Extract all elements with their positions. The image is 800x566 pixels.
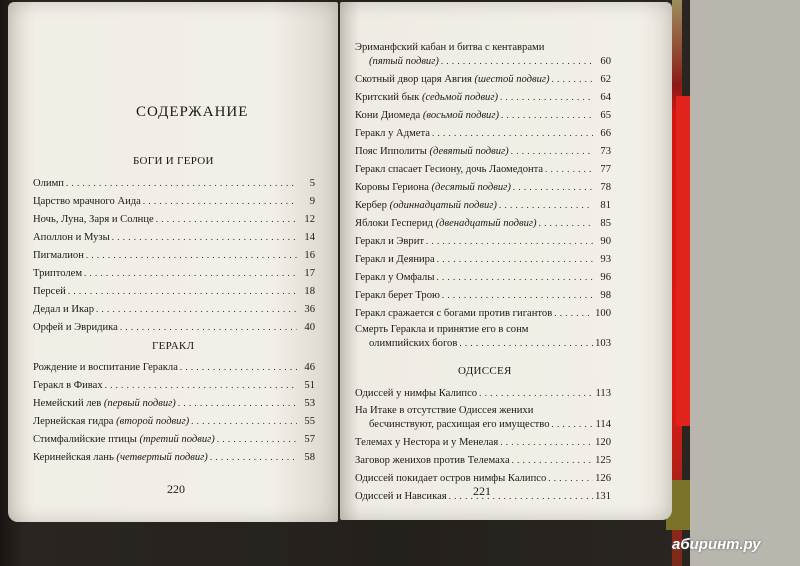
toc-entry [355,200,611,211]
entry-note: (второй подвиг) [116,416,190,427]
toc-entry [355,110,611,121]
toc-entry [355,218,611,229]
entry-title: Кони Диомеда [355,110,423,121]
toc-entry [33,286,315,297]
entry-note: (десятый подвиг) [431,182,511,193]
entry-page: 55 [304,416,315,427]
entry-title: Заговор женихов против Телемаха [355,455,510,466]
entry-title: Одиссей у нимфы Калипсо [355,388,478,399]
toc-entry [33,380,315,391]
entry-note: (четвертый подвиг) [116,452,208,463]
toc-entry [33,322,315,333]
entry-title: Геракл у Омфалы [355,272,435,283]
entry-note: (третий подвиг) [139,434,215,445]
entry-title: Одиссей покидает остров нимфы Калипсо [355,473,547,484]
entry-note: (шестой подвиг) [474,74,550,85]
entry-title: Скотный двор царя Авгия [355,74,475,85]
entry-title: Пояс Ипполиты [355,146,430,157]
entry-title-line1: Смерть Геракла и принятие его в сонм [355,324,529,335]
toc-entry [355,419,611,430]
toc-entry [33,232,315,243]
entry-title: Лернейская гидра [33,416,117,427]
entry-title: Геракл и Деянира [355,254,435,265]
toc-entry [33,434,315,445]
entry-title: Рождение и воспитание Геракла [33,362,178,373]
entry-note: (восьмой подвиг) [422,110,500,121]
entry-note: (двенадцатый подвиг) [435,218,537,229]
toc-entry [33,178,315,189]
toc-entry [33,304,315,315]
entry-title: Геракл сражается с богами против гигантов [355,308,553,319]
entry-page: 46 [304,362,315,373]
toc-entry [355,74,611,85]
toc-entry [355,164,611,175]
entry-title: Одиссей и Навсикая [355,491,447,502]
toc-entry [33,452,315,463]
entry-title: Аполлон и Музы [33,232,110,243]
entry-title-line1: Эриманфский кабан и битва с кентаврами [355,42,545,53]
entry-page: 96 [600,272,611,283]
entry-title: Телемах у Нестора и у Менелая [355,437,499,448]
entry-title: Кербер [355,200,390,211]
toc-entry [33,250,315,261]
entry-page: 113 [595,388,611,399]
entry-page: 77 [600,164,611,175]
section-heading-heracles: ГЕРАКЛ [152,340,195,352]
entry-page: 81 [600,200,611,211]
entry-title: Триптолем [33,268,83,279]
toc-entry [355,128,611,139]
toc-entry [355,308,611,319]
entry-page: 12 [304,214,315,225]
entry-page: 17 [304,268,315,279]
entry-page: 5 [309,178,315,189]
entry-title: Геракл у Адмета [355,128,430,139]
entry-page: 73 [600,146,611,157]
entry-page: 85 [600,218,611,229]
entry-page: 66 [600,128,611,139]
entry-page: 62 [600,74,611,85]
entry-title: Геракл берет Трою [355,290,440,301]
toc-entry [355,146,611,157]
entry-page: 131 [595,491,611,502]
entry-title: Царство мрачного Аида [33,196,141,207]
toc-entry [33,196,315,207]
toc-entry [355,290,611,301]
toc-entry [355,437,611,448]
toc-entry [355,338,611,349]
entry-page: 125 [595,455,611,466]
entry-title: Ночь, Луна, Заря и Солнце [33,214,154,225]
entry-page: 58 [304,452,315,463]
section-heading-odyssey: ОДИССЕЯ [458,365,512,377]
entry-page: 120 [595,437,611,448]
entry-title: Геракл и Эврит [355,236,425,247]
toc-entry [355,473,611,484]
entry-page: 57 [304,434,315,445]
section-heading-gods: БОГИ И ГЕРОИ [133,155,214,167]
toc-entry [33,416,315,427]
toc-entry [33,398,315,409]
toc-entry [355,236,611,247]
entry-page: 36 [304,304,315,315]
entry-page: 9 [309,196,315,207]
entry-note: (первый подвиг) [103,398,176,409]
toc-entry [355,92,611,103]
entry-note: (пятый подвиг) [369,56,439,67]
entry-page: 100 [595,308,611,319]
entry-title: Геракл в Фивах [33,380,103,391]
entry-title-line1: На Итаке в отсутствие Одиссея женихи [355,405,534,416]
entry-title: Коровы Гериона [355,182,432,193]
toc-entry [355,254,611,265]
entry-page: 114 [595,419,611,430]
entry-page: 98 [600,290,611,301]
entry-title: Стимфалийские птицы [33,434,140,445]
entry-page: 60 [600,56,611,67]
entry-note: (девятый подвиг) [429,146,509,157]
toc-entry [33,268,315,279]
entry-title: Дедал и Икар [33,304,94,315]
site-watermark: абиринт.ру [672,536,761,553]
entry-page: 93 [600,254,611,265]
page-number-right: 221 [473,484,491,498]
entry-page: 64 [600,92,611,103]
entry-page: 65 [600,110,611,121]
entry-page: 90 [600,236,611,247]
entry-title: Критский бык [355,92,422,103]
scanner-bed [690,0,800,566]
entry-title: олимпийских богов [369,338,458,349]
entry-title: Керинейская лань [33,452,117,463]
toc-entry [33,214,315,225]
entry-page: 53 [304,398,315,409]
entry-title: Геракл спасает Гесиону, дочь Лаомедонта [355,164,544,175]
toc-title: СОДЕРЖАНИЕ [136,104,249,120]
toc-entry [355,455,611,466]
entry-title: Орфей и Эвридика [33,322,118,333]
entry-title: Пигмалион [33,250,84,261]
cover-red-stripe [676,96,690,426]
page-number-left: 220 [167,482,185,496]
entry-page: 14 [304,232,315,243]
entry-page: 78 [600,182,611,193]
entry-page: 51 [304,380,315,391]
entry-title: Немейский лев [33,398,104,409]
toc-entry [355,56,611,67]
toc-entry [355,272,611,283]
toc-entry [355,388,611,399]
entry-page: 40 [304,322,315,333]
entry-page: 16 [304,250,315,261]
entry-page: 18 [304,286,315,297]
toc-entry [33,362,315,373]
entry-title: Персей [33,286,66,297]
entry-note: (седьмой подвиг) [421,92,499,103]
entry-note: (одиннадцатый подвиг) [389,200,497,211]
entry-page: 126 [595,473,611,484]
entry-title: бесчинствуют, расхищая его имущество [369,419,550,430]
entry-title: Олимп [33,178,64,189]
entry-page: 103 [595,338,611,349]
entry-title: Яблоки Гесперид [355,218,436,229]
toc-entry [355,182,611,193]
